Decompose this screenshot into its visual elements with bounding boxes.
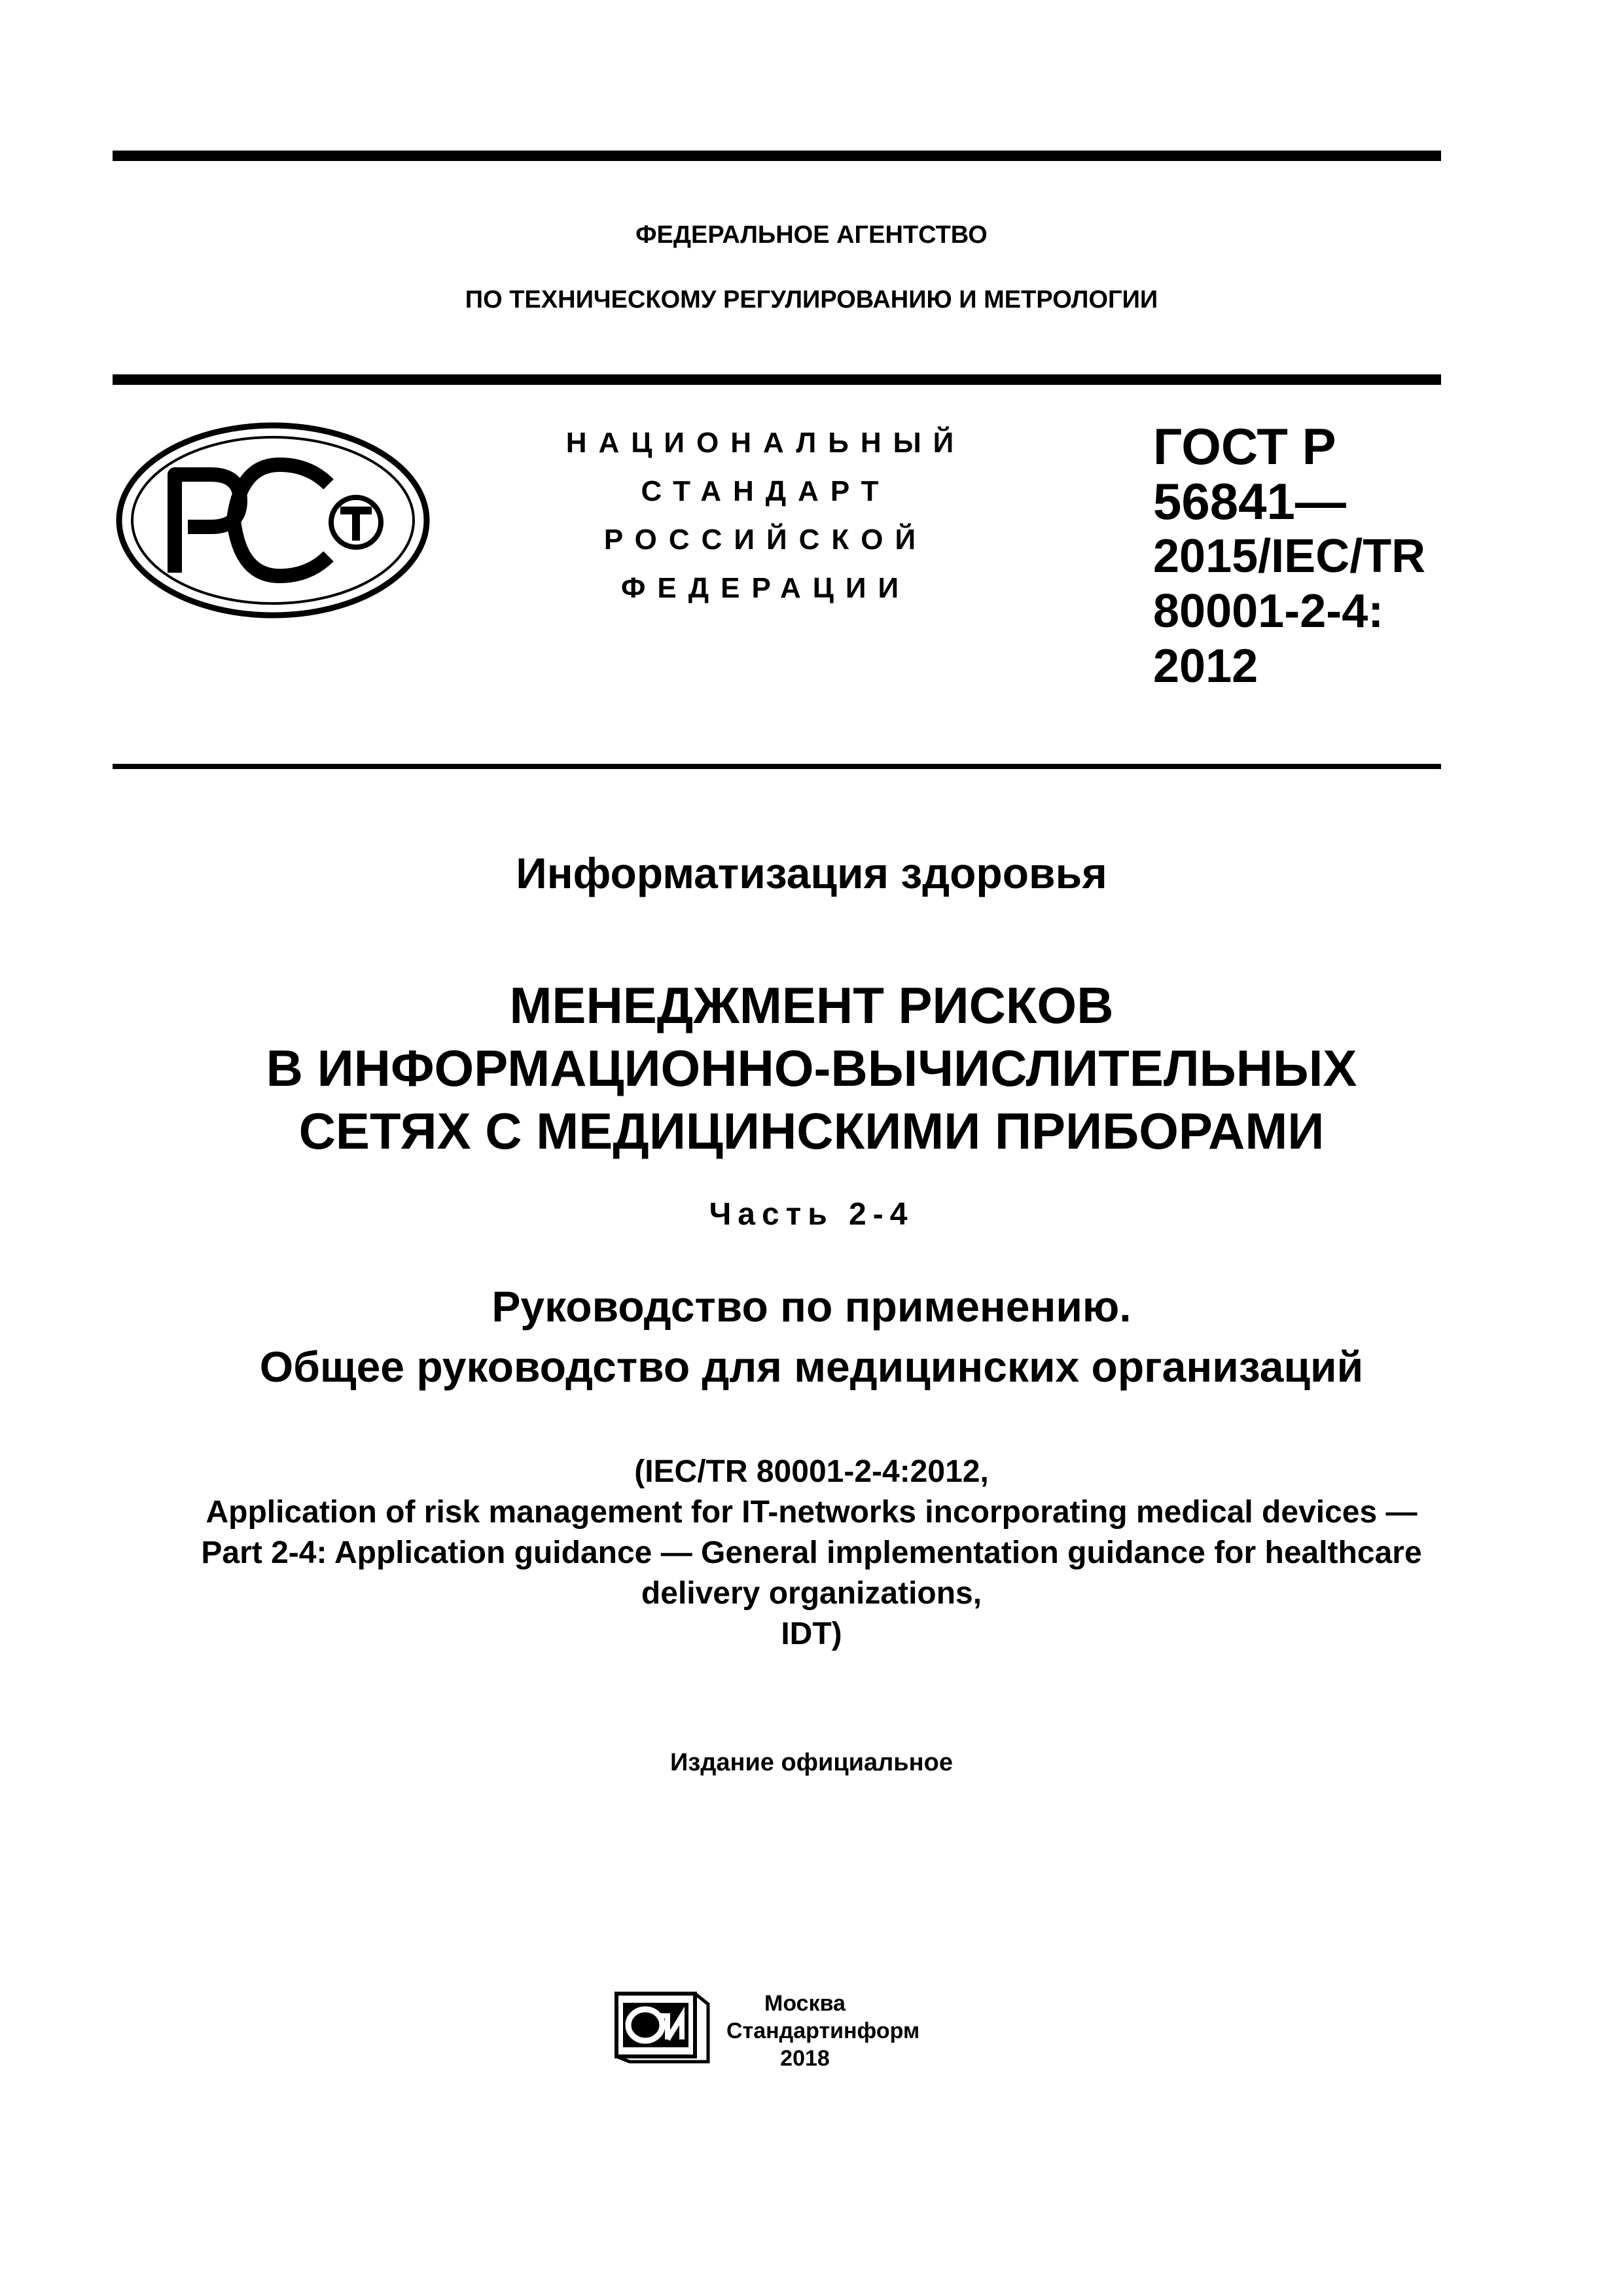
gost-line: 56841— (1153, 473, 1346, 530)
national-standard-line: СТАНДАРТ (641, 475, 891, 507)
middle-rule (113, 374, 1441, 385)
edition-label: Издание официальное (670, 1749, 953, 1776)
title-line: МЕНЕДЖМЕНТ РИСКОВ (509, 977, 1114, 1034)
publisher-city: Москва (764, 1991, 846, 2016)
intl-line: delivery organizations, (641, 1576, 982, 1611)
national-standard-line: РОССИЙСКОЙ (603, 524, 928, 556)
guide-line: Общее руководство для медицинских организаций (259, 1342, 1364, 1391)
document-title (0, 974, 1623, 1162)
agency-line-1: ФЕДЕРАЛЬНОЕ АГЕНТСТВО (635, 221, 988, 249)
guide-line: Руководство по применению. (491, 1282, 1132, 1331)
subject-heading: Информатизация здоровья (516, 849, 1107, 897)
national-standard-line: НАЦИОНАЛЬНЫЙ (565, 427, 966, 459)
guide-subtitle (0, 1276, 1623, 1397)
top-rule (113, 151, 1441, 161)
part-number: Часть 2-4 (709, 1197, 914, 1232)
rst-mark-icon (113, 419, 433, 622)
gost-line: 80001-2-4: (1153, 585, 1384, 637)
intl-line: Application of risk management for IT-networks incorporating medical devices — (205, 1495, 1418, 1530)
gost-line: 2012 (1153, 640, 1258, 692)
title-line: СЕТЯХ С МЕДИЦИНСКИМИ ПРИБОРАМИ (298, 1102, 1325, 1160)
intl-line: (IEC/TR 80001-2-4:2012, (634, 1454, 989, 1489)
gost-designation (1153, 419, 1441, 694)
agency-line-2: ПО ТЕХНИЧЕСКОМУ РЕГУЛИРОВАНИЮ И МЕТРОЛОГИИ (465, 286, 1158, 314)
publisher-block (726, 1990, 920, 2072)
publisher-name: Стандартинформ (726, 2018, 920, 2043)
lower-rule (113, 764, 1441, 769)
national-standard-line: ФЕДЕРАЦИИ (620, 572, 911, 604)
intl-line: IDT) (781, 1617, 842, 1651)
standartinform-logo-icon (614, 1991, 711, 2064)
intl-line: Part 2-4: Application guidance — General implementation guidance for healthcare (201, 1535, 1422, 1570)
gost-line: 2015/IEC/TR (1153, 530, 1426, 583)
gost-line: ГОСТ Р (1153, 418, 1336, 475)
title-line: В ИНФОРМАЦИОННО-ВЫЧИСЛИТЕЛЬНЫХ (266, 1039, 1357, 1097)
national-standard-block (510, 419, 1021, 613)
publication-year: 2018 (780, 2046, 830, 2071)
international-reference (0, 1452, 1623, 1655)
